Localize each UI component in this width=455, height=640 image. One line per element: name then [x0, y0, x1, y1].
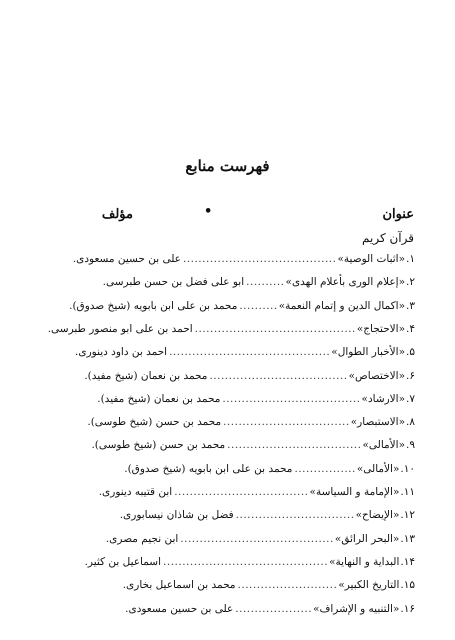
- header-separator-dot: •: [204, 204, 213, 219]
- entry-number: ٣.: [406, 300, 415, 312]
- entry-leader-dots: ..........: [239, 300, 278, 312]
- entry-number: ۶.: [406, 370, 415, 382]
- reference-entry: [123, 577, 415, 593]
- column-header-title: عنوان: [382, 207, 414, 222]
- reference-entry: [91, 437, 415, 453]
- entry-leader-dots: ........................................: [182, 253, 337, 265]
- entry-title: «الاحتجاج»: [356, 323, 406, 335]
- reference-entry: [124, 461, 415, 477]
- entry-title: «الإمامة و السياسة»: [309, 486, 400, 498]
- entry-author: محمد بن نعمان (شيخ مفيد).: [97, 393, 221, 405]
- column-header-author: مؤلف: [101, 207, 133, 222]
- entry-leader-dots: ........................................: [180, 533, 334, 545]
- reference-entry: [103, 274, 415, 290]
- entry-author: احمد بن على ابو منصور طبرسى.: [47, 323, 193, 335]
- entry-leader-dots: ..........................................: [194, 323, 356, 335]
- entry-title: «اكمال الدين و إتمام النعمة»: [278, 300, 406, 312]
- reference-entry: [85, 554, 415, 570]
- reference-entry: [120, 507, 415, 523]
- entry-leader-dots: ...................................: [174, 486, 309, 498]
- reference-entry: [75, 344, 415, 360]
- entry-author: ابن نجيم مصرى.: [105, 533, 179, 545]
- entry-leader-dots: ....................................: [209, 370, 348, 382]
- entry-number: ٩.: [406, 439, 415, 451]
- reference-entry: [125, 601, 415, 617]
- entry-number: ٨.: [406, 416, 415, 428]
- entry-author: محمد بن حسن (شيخ طوسى).: [91, 439, 226, 451]
- entry-leader-dots: ..........................: [237, 579, 338, 591]
- entry-title: «الاختصاص»: [348, 370, 406, 382]
- entry-author: اسماعيل بن كثير.: [84, 556, 162, 568]
- entry-title: البداية و النهاية»: [329, 556, 400, 568]
- reference-entry: [84, 368, 415, 384]
- reference-entry: [99, 484, 415, 500]
- quran-entry: قرآن کریم: [362, 231, 414, 245]
- entry-number: ١.: [406, 253, 415, 265]
- reference-entry: [69, 298, 415, 314]
- entry-author: محمد بن اسماعيل بخارى.: [122, 579, 236, 591]
- entry-leader-dots: ..........................................: [169, 346, 331, 358]
- reference-entry: [87, 414, 415, 430]
- entry-leader-dots: ..........: [246, 276, 285, 288]
- entry-author: على بن حسين مسعودى.: [72, 253, 181, 265]
- entry-title: «التنبيه و الإشراف»: [313, 603, 400, 615]
- entry-title: «الأخبار الطوال»: [331, 346, 406, 358]
- entry-leader-dots: ................: [294, 463, 356, 475]
- entry-leader-dots: ....................................: [222, 393, 361, 405]
- entry-title: «البحر الرائق»: [334, 533, 400, 545]
- reference-entry: [97, 391, 415, 407]
- entry-author: احمد بن داود دينورى.: [75, 346, 168, 358]
- entry-title: «إعلام الورى بأعلام الهدى»: [285, 276, 406, 288]
- entry-leader-dots: ...................................: [227, 439, 362, 451]
- entry-leader-dots: ...........................................: [163, 556, 329, 568]
- entry-leader-dots: ....................: [235, 603, 313, 615]
- entry-number: ١٢.: [400, 509, 415, 521]
- entry-title: «الاستبصار»: [350, 416, 406, 428]
- entry-number: ١۵.: [400, 579, 415, 591]
- entry-number: ١٠.: [400, 463, 415, 475]
- entry-number: ۴.: [406, 323, 415, 335]
- entry-leader-dots: .................................: [223, 416, 350, 428]
- reference-entry: [48, 321, 415, 337]
- entry-author: محمد بن على ابن بابويه (شيخ صدوق).: [69, 300, 238, 312]
- entry-title: «الأمالى»: [362, 439, 406, 451]
- entry-number: ۵.: [406, 346, 415, 358]
- entry-author: فضل بن شاذان نيسابورى.: [119, 509, 234, 521]
- entry-author: محمد بن حسن (شيخ طوسى).: [87, 416, 222, 428]
- entry-number: ١٣.: [400, 533, 415, 545]
- entry-author: ابن قتيبه دينورى.: [98, 486, 173, 498]
- entry-title: «الإيضاح»: [355, 509, 400, 521]
- entry-number: ٧.: [406, 393, 415, 405]
- entry-number: ١١.: [400, 486, 415, 498]
- entry-leader-dots: ...............................: [235, 509, 355, 521]
- page-title: فهرست منابع: [185, 157, 270, 175]
- entry-author: ابو على فضل بن حسن طبرسى.: [102, 276, 245, 288]
- reference-entry: [106, 531, 415, 547]
- entry-number: ١۶.: [400, 603, 415, 615]
- entry-number: ٢.: [406, 276, 415, 288]
- entry-author: محمد بن على ابن بابويه (شيخ صدوق).: [124, 463, 293, 475]
- entry-author: على بن حسين مسعودى.: [125, 603, 234, 615]
- entry-title: «اثبات الوصية»: [337, 253, 406, 265]
- entry-number: ١۴.: [400, 556, 415, 568]
- entry-title: «الأمالى»: [356, 463, 400, 475]
- reference-entry: [73, 251, 415, 267]
- entry-author: محمد بن نعمان (شيخ مفيد).: [84, 370, 208, 382]
- entry-title: التاريخ الكبير»: [338, 579, 400, 591]
- entry-title: «الارشاد»: [361, 393, 406, 405]
